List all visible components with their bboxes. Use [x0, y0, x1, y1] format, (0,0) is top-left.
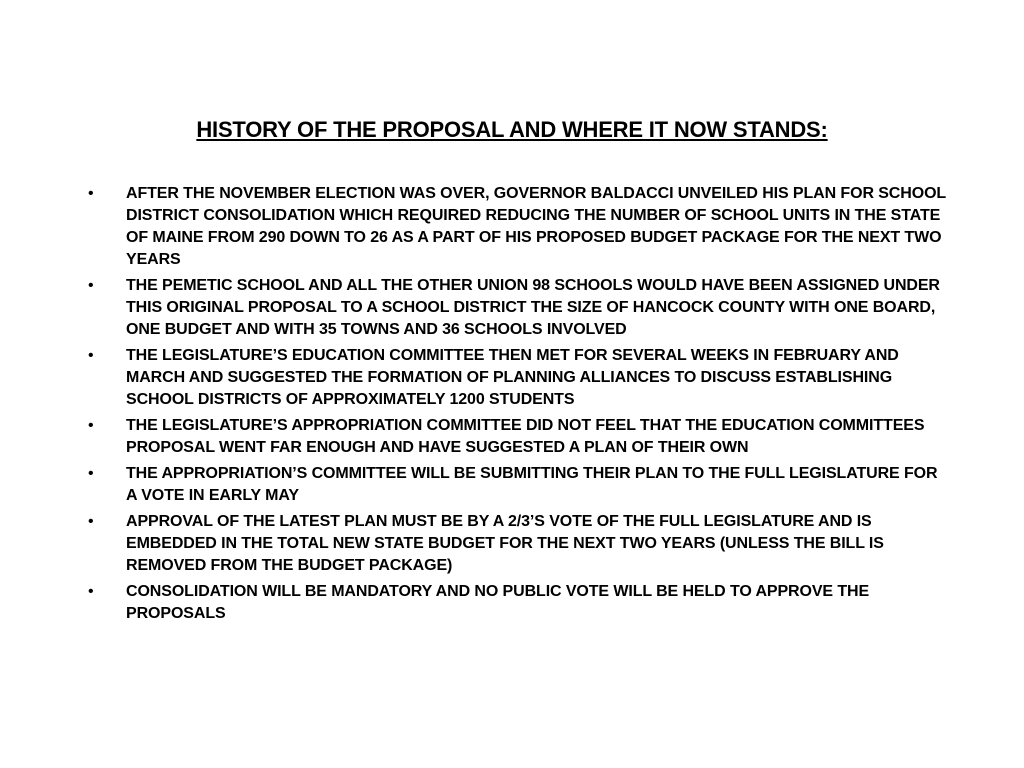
bullet-item: [88, 463, 948, 507]
bullet-icon: •: [88, 513, 94, 530]
bullet-item: [88, 581, 948, 625]
bullet-icon: •: [88, 583, 94, 600]
bullet-text: AFTER THE NOVEMBER ELECTION WAS OVER, GOVERNOR BALDACCI UNVEILED HIS PLAN FOR SCHOOL DISTRICT CONSOLIDATION WHICH REQUIRED REDUCING THE NUMBER OF SCHOOL UNITS IN THE STATE OF MAINE FROM 290 DOWN TO 26 AS A PART OF HIS PROPOSED BUDGET PACKAGE FOR THE NEXT TWO YEARS: [126, 185, 946, 268]
slide-title: HISTORY OF THE PROPOSAL AND WHERE IT NOW STANDS:: [196, 117, 828, 142]
bullet-text: APPROVAL OF THE LATEST PLAN MUST BE BY A 2/3’S VOTE OF THE FULL LEGISLATURE AND IS EMBEDDED IN THE TOTAL NEW STATE BUDGET FOR THE NEXT TWO YEARS (UNLESS THE BILL IS REMOVED FROM THE BUDGET PACKAGE): [126, 513, 884, 574]
bullet-icon: •: [88, 417, 94, 434]
bullet-text: CONSOLIDATION WILL BE MANDATORY AND NO PUBLIC VOTE WILL BE HELD TO APPROVE THE PROPOSALS: [126, 583, 870, 622]
bullet-item: [88, 345, 948, 411]
bullet-text: THE APPROPRIATION’S COMMITTEE WILL BE SUBMITTING THEIR PLAN TO THE FULL LEGISLATURE FOR A VOTE IN EARLY MAY: [126, 465, 938, 504]
bullet-text: THE LEGISLATURE’S APPROPRIATION COMMITTEE DID NOT FEEL THAT THE EDUCATION COMMITTEES PROPOSAL WENT FAR ENOUGH AND HAVE SUGGESTED A PLAN OF THEIR OWN: [126, 417, 925, 456]
bullet-list: [88, 183, 948, 629]
bullet-item: [88, 275, 948, 341]
bullet-icon: •: [88, 465, 94, 482]
bullet-icon: •: [88, 185, 94, 202]
bullet-text: THE LEGISLATURE’S EDUCATION COMMITTEE THEN MET FOR SEVERAL WEEKS IN FEBRUARY AND MARCH AND SUGGESTED THE FORMATION OF PLANNING ALLIANCES TO DISCUSS ESTABLISHING SCHOOL DISTRICTS OF APPROXIMATELY 1200 STUDENTS: [126, 347, 899, 408]
bullet-icon: •: [88, 347, 94, 364]
bullet-item: [88, 511, 948, 577]
bullet-item: [88, 183, 948, 271]
bullet-item: [88, 415, 948, 459]
bullet-icon: •: [88, 277, 94, 294]
bullet-text: THE PEMETIC SCHOOL AND ALL THE OTHER UNION 98 SCHOOLS WOULD HAVE BEEN ASSIGNED UNDER THIS ORIGINAL PROPOSAL TO A SCHOOL DISTRICT THE SIZE OF HANCOCK COUNTY WITH ONE BOARD, ONE BUDGET AND WITH 35 TOWNS AND 36 SCHOOLS INVOLVED: [126, 277, 940, 338]
